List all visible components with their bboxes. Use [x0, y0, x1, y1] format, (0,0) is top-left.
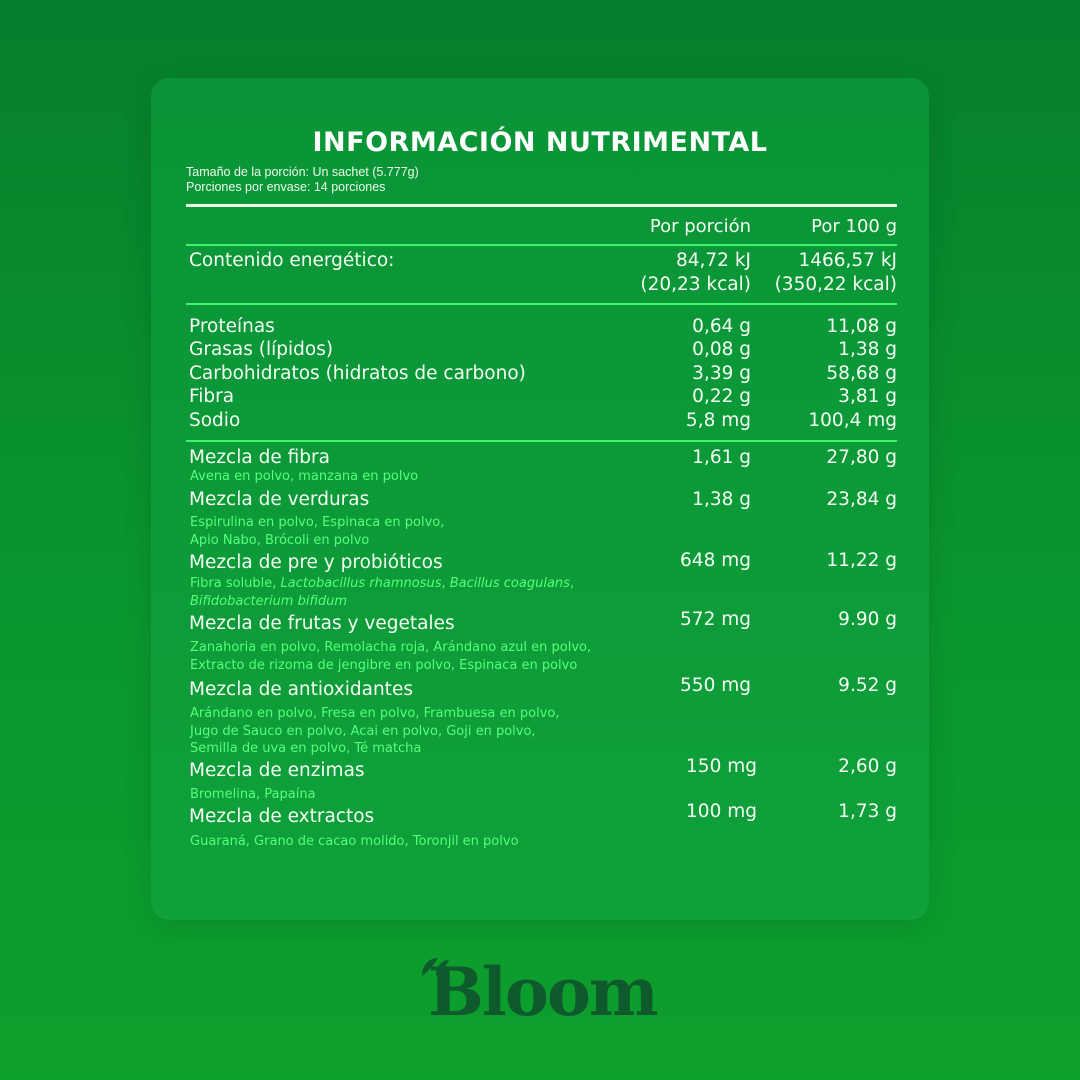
blend-per-100: 23,84 g	[826, 489, 897, 510]
nutrient-label: Sodio	[189, 410, 241, 431]
serving-size: Tamaño de la porción: Un sachet (5.777g)	[186, 165, 419, 179]
nutrients-divider	[186, 440, 897, 442]
header-per-100g: Por 100 g	[811, 216, 897, 237]
nutrient-label: Carbohidratos (hidratos de carbono)	[189, 363, 526, 384]
blend-ingredients: Avena en polvo, manzana en polvo	[190, 469, 419, 484]
nutrient-per-100: 58,68 g	[826, 363, 897, 384]
nutrient-label: Fibra	[189, 386, 235, 407]
serving-info	[186, 165, 419, 195]
nutrient-per-100: 1,38 g	[838, 339, 897, 360]
header-per-serving: Por porción	[649, 216, 751, 237]
nutrient-per-100: 100,4 mg	[808, 410, 897, 431]
ingredient-italic: Lactobacillus rhamnosus	[280, 576, 442, 591]
ingredient-text: ,	[441, 576, 450, 591]
blend-ingredients: Guaraná, Grano de cacao molido, Toronjil en polvo	[190, 834, 519, 849]
blend-per-100: 27,80 g	[826, 447, 897, 468]
energy-per-100-kcal: (350,22 kcal)	[774, 274, 897, 295]
nutrient-per-serving: 5,8 mg	[685, 410, 751, 431]
energy-per-serving-kcal: (20,23 kcal)	[640, 274, 751, 295]
energy-divider	[186, 303, 897, 305]
blend-per-100: 2,60 g	[838, 756, 897, 777]
blend-ingredients: Apio Nabo, Brócoli en polvo	[190, 533, 370, 548]
blend-ingredients	[190, 575, 574, 592]
blend-per-serving: 1,38 g	[692, 489, 751, 510]
nutrient-label: Grasas (lípidos)	[189, 339, 334, 360]
ingredient-italic: Bifidobacterium bifidum	[190, 594, 348, 609]
blend-per-serving: 150 mg	[686, 756, 757, 777]
blend-label: Mezcla de antioxidantes	[189, 679, 413, 700]
blend-per-serving: 100 mg	[686, 801, 757, 822]
nutrient-per-serving: 0,64 g	[692, 316, 751, 337]
blend-per-100: 9.90 g	[838, 609, 897, 630]
blend-per-serving: 648 mg	[680, 550, 751, 571]
bloom-logo	[420, 950, 665, 1035]
blend-per-100: 9.52 g	[838, 675, 897, 696]
ingredient-text: ,	[569, 576, 575, 591]
blend-ingredients: Zanahoria en polvo, Remolacha roja, Arándano azul en polvo,	[190, 640, 592, 655]
nutrition-panel	[151, 78, 929, 920]
panel-title: INFORMACIÓN NUTRIMENTAL	[312, 127, 768, 158]
ingredient-text: Fibra soluble,	[190, 576, 281, 591]
blend-label: Mezcla de fibra	[189, 447, 330, 468]
blend-ingredients: Semilla de uva en polvo, Té matcha	[190, 741, 422, 756]
blend-ingredients: Bromelina, Papaína	[190, 787, 316, 802]
blend-label: Mezcla de verduras	[189, 489, 370, 510]
servings-per-container: Porciones por envase: 14 porciones	[186, 180, 386, 194]
nutrient-per-serving: 0,22 g	[692, 386, 751, 407]
blend-label: Mezcla de frutas y vegetales	[189, 613, 455, 634]
top-divider	[186, 204, 897, 207]
blend-per-serving: 572 mg	[680, 609, 751, 630]
blend-ingredients: Extracto de rizoma de jengibre en polvo, Espinaca en polvo	[190, 658, 578, 673]
blend-per-serving: 1,61 g	[692, 447, 751, 468]
nutrient-per-100: 3,81 g	[838, 386, 897, 407]
energy-label: Contenido energético:	[189, 250, 395, 271]
header-divider	[186, 244, 897, 246]
blend-per-serving: 550 mg	[680, 675, 751, 696]
blend-ingredients	[190, 593, 347, 610]
blend-per-100: 11,22 g	[826, 550, 897, 571]
blend-label: Mezcla de extractos	[189, 806, 375, 827]
blend-ingredients: Jugo de Sauco en polvo, Acai en polvo, Goji en polvo,	[190, 724, 536, 739]
nutrient-label: Proteínas	[189, 316, 275, 337]
energy-per-serving-kj: 84,72 kJ	[675, 250, 751, 271]
blend-per-100: 1,73 g	[838, 801, 897, 822]
brand-name: Bloom	[428, 953, 657, 1031]
ingredient-italic: Bacillus coagulans	[449, 576, 570, 591]
nutrient-per-serving: 3,39 g	[692, 363, 751, 384]
blend-ingredients: Espirulina en polvo, Espinaca en polvo,	[190, 515, 445, 530]
energy-per-100-kj: 1466,57 kJ	[798, 250, 897, 271]
nutrient-per-serving: 0,08 g	[692, 339, 751, 360]
blend-label: Mezcla de pre y probióticos	[189, 552, 443, 573]
nutrient-per-100: 11,08 g	[826, 316, 897, 337]
blend-ingredients: Arándano en polvo, Fresa en polvo, Frambuesa en polvo,	[190, 706, 560, 721]
blend-label: Mezcla de enzimas	[189, 760, 365, 781]
